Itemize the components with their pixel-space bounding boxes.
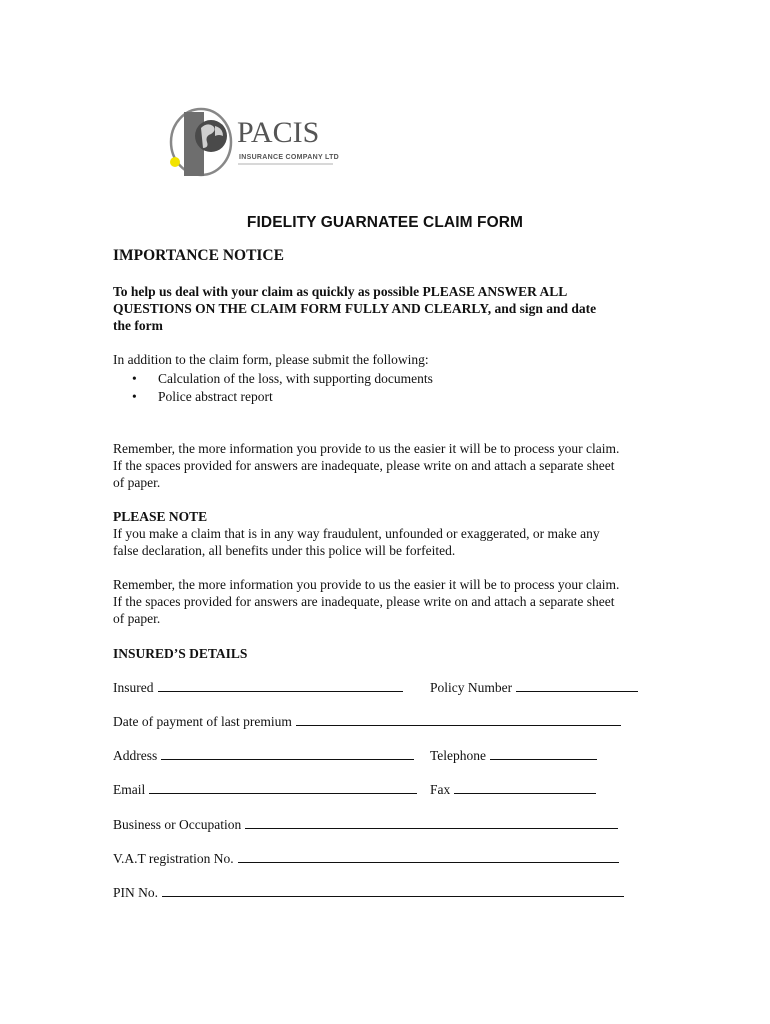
address-label: Address	[113, 748, 158, 763]
telephone-label: Telephone	[430, 748, 487, 763]
importance-notice-heading: IMPORTANCE NOTICE	[113, 247, 284, 264]
policy-number-label: Policy Number	[430, 680, 513, 695]
remember-paragraph-1	[113, 440, 713, 491]
insured-label: Insured	[113, 680, 154, 695]
paragraph-line: Remember, the more information you provide to us the easier it will be to process your claim.	[113, 577, 620, 592]
list-item	[113, 370, 673, 388]
instruction-line: QUESTIONS ON THE CLAIM FORM FULLY AND CLEARLY, and sign and date	[113, 301, 597, 316]
vat-field[interactable]	[113, 850, 619, 867]
paragraph-line: of paper.	[113, 475, 161, 490]
submit-intro: In addition to the claim form, please submit the following:	[113, 352, 429, 367]
paragraph-line: Remember, the more information you provide to us the easier it will be to process your claim.	[113, 441, 620, 456]
policy-number-input-line[interactable]	[516, 679, 638, 692]
importance-instructions	[113, 283, 673, 334]
vat-input-line[interactable]	[238, 850, 619, 863]
vat-label: V.A.T registration No.	[113, 851, 234, 866]
date-last-premium-field[interactable]	[113, 713, 621, 730]
business-label: Business or Occupation	[113, 817, 242, 832]
date-last-premium-label: Date of payment of last premium	[113, 714, 292, 729]
policy-number-field[interactable]	[430, 679, 638, 696]
pacis-logo	[165, 104, 340, 184]
globe-logo-icon	[165, 104, 340, 184]
paragraph-line: If the spaces provided for answers are inadequate, please write on and attach a separate sheet	[113, 458, 615, 473]
pin-label: PIN No.	[113, 885, 159, 900]
instruction-line: the form	[113, 318, 163, 333]
address-field[interactable]	[113, 747, 414, 764]
business-field[interactable]	[113, 816, 618, 833]
pin-field[interactable]	[113, 884, 624, 901]
paragraph-line: If the spaces provided for answers are inadequate, please write on and attach a separate sheet	[113, 594, 615, 609]
email-field[interactable]	[113, 781, 417, 798]
paragraph-line: of paper.	[113, 611, 161, 626]
please-note-body	[113, 525, 713, 559]
bullet-icon: •	[132, 389, 137, 404]
insured-details-heading: INSURED’S DETAILS	[113, 646, 248, 661]
telephone-input-line[interactable]	[490, 747, 597, 760]
insured-field[interactable]	[113, 679, 403, 696]
insured-input-line[interactable]	[158, 679, 403, 692]
paragraph-line: false declaration, all benefits under this police will be forfeited.	[113, 543, 456, 558]
email-input-line[interactable]	[149, 781, 417, 794]
please-note-heading: PLEASE NOTE	[113, 509, 208, 524]
paragraph-line: If you make a claim that is in any way fraudulent, unfounded or exaggerated, or make any	[113, 526, 600, 541]
remember-paragraph-2	[113, 576, 713, 627]
telephone-field[interactable]	[430, 747, 597, 764]
form-title: FIDELITY GUARNATEE CLAIM FORM	[246, 214, 524, 231]
pin-input-line[interactable]	[162, 884, 624, 897]
submit-list	[113, 370, 673, 406]
bullet-icon: •	[132, 371, 137, 386]
instruction-line: To help us deal with your claim as quickly as possible PLEASE ANSWER ALL	[113, 284, 568, 299]
fax-input-line[interactable]	[454, 781, 596, 794]
list-item-text: Police abstract report	[158, 389, 273, 404]
list-item	[113, 388, 673, 406]
date-last-premium-input-line[interactable]	[296, 713, 621, 726]
fax-field[interactable]	[430, 781, 596, 798]
logo-brand-text: PACIS	[237, 116, 320, 149]
fax-label: Fax	[430, 782, 451, 797]
list-item-text: Calculation of the loss, with supporting documents	[158, 371, 433, 386]
email-label: Email	[113, 782, 146, 797]
address-input-line[interactable]	[161, 747, 414, 760]
business-input-line[interactable]	[245, 816, 618, 829]
logo-subtitle-text: INSURANCE COMPANY LTD	[239, 154, 340, 161]
